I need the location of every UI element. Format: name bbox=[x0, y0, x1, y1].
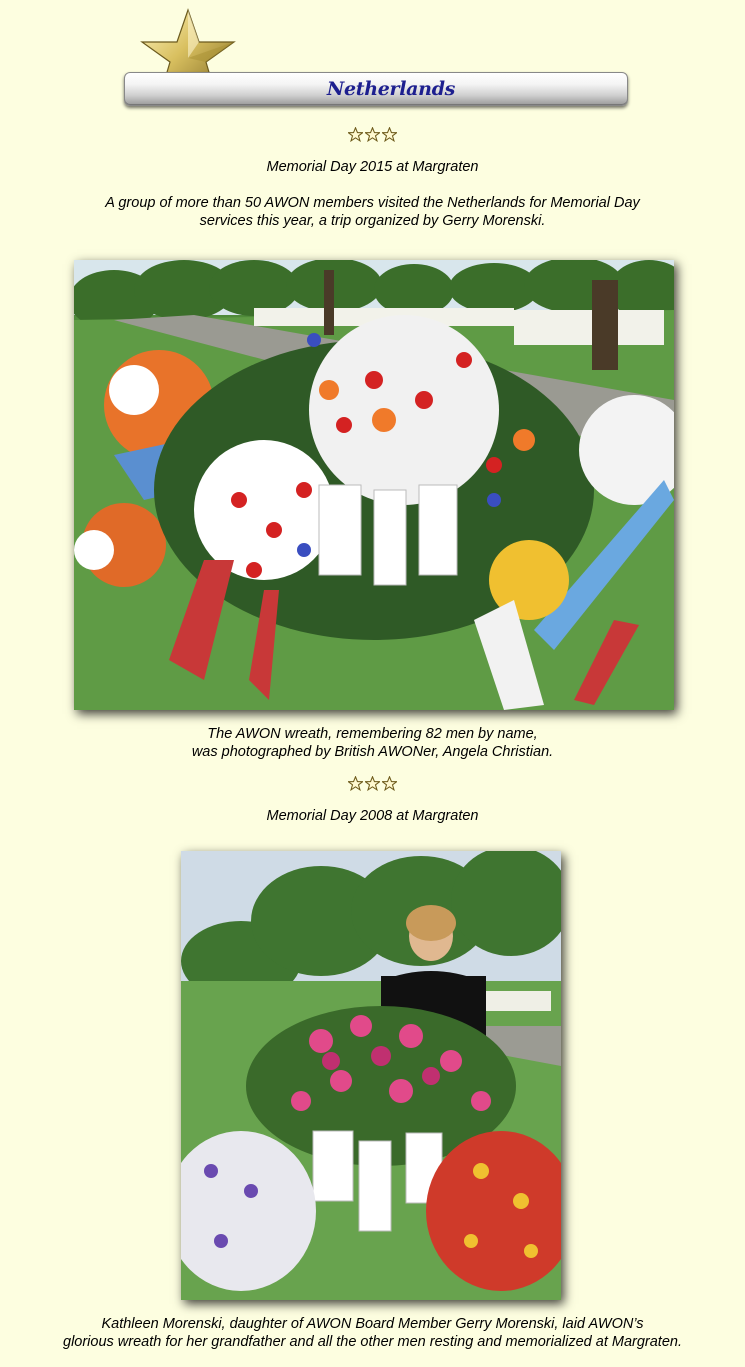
photo-caption-2008-line-1: Kathleen Morenski, daughter of AWON Board Member Gerry Morenski, laid AWON’s bbox=[101, 1316, 644, 1332]
photo-caption-2015-line-1: The AWON wreath, remembering 82 men by name, bbox=[207, 726, 538, 742]
three-stars-icon bbox=[0, 127, 745, 143]
page-title: Netherlands bbox=[326, 78, 456, 100]
wreath-photo-icon bbox=[74, 260, 674, 710]
intro-line-2: services this year, a trip organized by Gerry Morenski. bbox=[199, 213, 546, 229]
section-heading-2008: Memorial Day 2008 at Margraten bbox=[266, 808, 479, 824]
three-stars-icon bbox=[0, 776, 745, 792]
section-heading-2015: Memorial Day 2015 at Margraten bbox=[266, 159, 479, 175]
section-banner bbox=[124, 72, 628, 106]
photo-caption-2015-line-2: was photographed by British AWONer, Angela Christian. bbox=[191, 744, 554, 760]
woman-with-wreath-photo-icon bbox=[181, 851, 561, 1300]
intro-line-1: A group of more than 50 AWON members visited the Netherlands for Memorial Day bbox=[105, 195, 640, 211]
photo-caption-2008-line-2: glorious wreath for her grandfather and all the other men resting and memorialized at Margraten. bbox=[63, 1334, 682, 1350]
